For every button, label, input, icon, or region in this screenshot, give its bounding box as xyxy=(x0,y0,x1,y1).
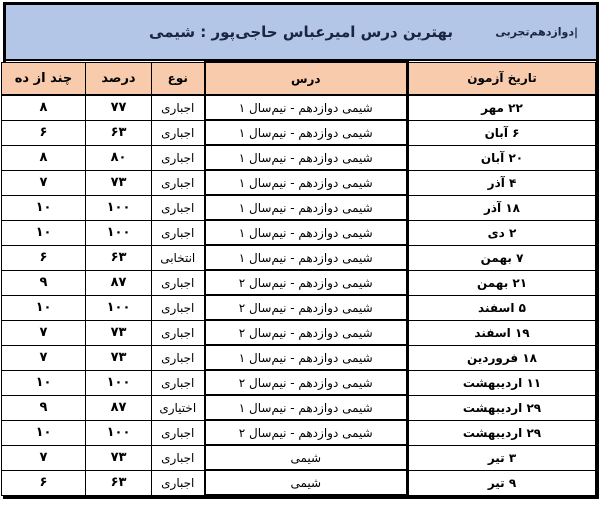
exams-table xyxy=(1,61,596,496)
exam-date-cell[interactable]: ۷ بهمن xyxy=(408,245,596,270)
type-cell[interactable]: اجباری xyxy=(152,195,205,220)
lesson-cell[interactable]: شیمی دوازدهم - نیم‌سال ۱ xyxy=(205,220,408,245)
exam-date-cell[interactable]: ۲۱ بهمن xyxy=(408,270,596,295)
exam-date-cell[interactable]: ۲ دی xyxy=(408,220,596,245)
score-cell[interactable]: ۶ xyxy=(2,245,86,270)
table-row xyxy=(2,170,596,195)
score-cell[interactable]: ۷ xyxy=(2,320,86,345)
lesson-cell[interactable]: شیمی دوازدهم - نیم‌سال ۱ xyxy=(205,95,408,120)
percent-cell[interactable]: ۸۰ xyxy=(86,145,152,170)
lesson-cell[interactable]: شیمی دوازدهم - نیم‌سال ۱ xyxy=(205,145,408,170)
type-cell[interactable]: اجباری xyxy=(152,120,205,145)
percent-cell[interactable]: ۷۳ xyxy=(86,345,152,370)
score-cell[interactable]: ۸ xyxy=(2,95,86,120)
column-header-type[interactable]: نوع xyxy=(152,62,205,95)
exam-date-cell[interactable]: ۵ اسفند xyxy=(408,295,596,320)
type-cell[interactable]: اجباری xyxy=(152,420,205,445)
lesson-cell[interactable]: شیمی دوازدهم - نیم‌سال ۱ xyxy=(205,245,408,270)
exam-date-cell[interactable]: ۲۹ اردیبهشت xyxy=(408,395,596,420)
score-cell[interactable]: ۸ xyxy=(2,145,86,170)
table-row xyxy=(2,345,596,370)
score-cell[interactable]: ۹ xyxy=(2,270,86,295)
grade-label-cell[interactable]: |دوازدهم‌تجربی xyxy=(495,25,578,39)
lesson-cell[interactable]: شیمی دوازدهم - نیم‌سال ۲ xyxy=(205,295,408,320)
lesson-cell[interactable]: شیمی دوازدهم - نیم‌سال ۱ xyxy=(205,195,408,220)
table-row xyxy=(2,420,596,445)
title-bar xyxy=(6,5,596,61)
header-row xyxy=(2,62,596,95)
percent-cell[interactable]: ۱۰۰ xyxy=(86,195,152,220)
table-row xyxy=(2,195,596,220)
exam-date-cell[interactable]: ۴ آذر xyxy=(408,170,596,195)
percent-cell[interactable]: ۱۰۰ xyxy=(86,370,152,395)
table-row xyxy=(2,145,596,170)
score-cell[interactable]: ۹ xyxy=(2,395,86,420)
score-cell[interactable]: ۶ xyxy=(2,120,86,145)
percent-cell[interactable]: ۶۳ xyxy=(86,245,152,270)
percent-cell[interactable]: ۶۳ xyxy=(86,470,152,495)
lesson-cell[interactable]: شیمی دوازدهم - نیم‌سال ۲ xyxy=(205,320,408,345)
exam-date-cell[interactable]: ۱۹ اسفند xyxy=(408,320,596,345)
percent-cell[interactable]: ۱۰۰ xyxy=(86,295,152,320)
report-sheet xyxy=(3,2,599,499)
percent-cell[interactable]: ۸۷ xyxy=(86,395,152,420)
table-row xyxy=(2,320,596,345)
table-row xyxy=(2,245,596,270)
type-cell[interactable]: اجباری xyxy=(152,470,205,495)
score-cell[interactable]: ۱۰ xyxy=(2,370,86,395)
table-row xyxy=(2,95,596,120)
exam-date-cell[interactable]: ۱۱ اردیبهشت xyxy=(408,370,596,395)
score-cell[interactable]: ۶ xyxy=(2,470,86,495)
lesson-cell[interactable]: شیمی xyxy=(205,445,408,470)
type-cell[interactable]: اجباری xyxy=(152,345,205,370)
score-cell[interactable]: ۷ xyxy=(2,345,86,370)
percent-cell[interactable]: ۷۳ xyxy=(86,170,152,195)
lesson-cell[interactable]: شیمی دوازدهم - نیم‌سال ۱ xyxy=(205,395,408,420)
table-row xyxy=(2,370,596,395)
exam-date-cell[interactable]: ۹ تیر xyxy=(408,470,596,495)
type-cell[interactable]: اختیاری xyxy=(152,395,205,420)
score-cell[interactable]: ۱۰ xyxy=(2,195,86,220)
score-cell[interactable]: ۱۰ xyxy=(2,220,86,245)
column-header-exam-date[interactable]: تاریخ آزمون xyxy=(408,62,596,95)
type-cell[interactable]: انتخابی xyxy=(152,245,205,270)
percent-cell[interactable]: ۱۰۰ xyxy=(86,220,152,245)
type-cell[interactable]: اجباری xyxy=(152,370,205,395)
exam-date-cell[interactable]: ۲۰ آبان xyxy=(408,145,596,170)
percent-cell[interactable]: ۱۰۰ xyxy=(86,420,152,445)
exam-date-cell[interactable]: ۶ آبان xyxy=(408,120,596,145)
exam-date-cell[interactable]: ۱۸ آذر xyxy=(408,195,596,220)
lesson-cell[interactable]: شیمی دوازدهم - نیم‌سال ۱ xyxy=(205,345,408,370)
lesson-cell[interactable]: شیمی xyxy=(205,470,408,495)
table-row xyxy=(2,470,596,495)
lesson-cell[interactable]: شیمی دوازدهم - نیم‌سال ۱ xyxy=(205,120,408,145)
lesson-cell[interactable]: شیمی دوازدهم - نیم‌سال ۲ xyxy=(205,370,408,395)
score-cell[interactable]: ۱۰ xyxy=(2,295,86,320)
exam-date-cell[interactable]: ۳ تیر xyxy=(408,445,596,470)
exam-date-cell[interactable]: ۲۲ مهر xyxy=(408,95,596,120)
type-cell[interactable]: اجباری xyxy=(152,170,205,195)
table-row xyxy=(2,270,596,295)
type-cell[interactable]: اجباری xyxy=(152,220,205,245)
table-row xyxy=(2,120,596,145)
exam-date-cell[interactable]: ۲۹ اردیبهشت xyxy=(408,420,596,445)
page-title: بهترین درس امیرعباس حاجی‌پور : شیمی xyxy=(148,23,454,41)
column-header-lesson[interactable]: درس xyxy=(205,62,408,95)
type-cell[interactable]: اجباری xyxy=(152,95,205,120)
table-row xyxy=(2,220,596,245)
column-header-percent[interactable]: درصد xyxy=(86,62,152,95)
type-cell[interactable]: اجباری xyxy=(152,320,205,345)
percent-cell[interactable]: ۷۷ xyxy=(86,95,152,120)
percent-cell[interactable]: ۷۳ xyxy=(86,320,152,345)
lesson-cell[interactable]: شیمی دوازدهم - نیم‌سال ۲ xyxy=(205,420,408,445)
score-cell[interactable]: ۷ xyxy=(2,170,86,195)
percent-cell[interactable]: ۶۳ xyxy=(86,120,152,145)
type-cell[interactable]: اجباری xyxy=(152,295,205,320)
exam-date-cell[interactable]: ۱۸ فروردین xyxy=(408,345,596,370)
type-cell[interactable]: اجباری xyxy=(152,445,205,470)
table-row xyxy=(2,445,596,470)
percent-cell[interactable]: ۷۳ xyxy=(86,445,152,470)
type-cell[interactable]: اجباری xyxy=(152,145,205,170)
table-row xyxy=(2,295,596,320)
column-header-score-of-ten[interactable]: چند از ده xyxy=(2,62,86,95)
type-cell[interactable]: اجباری xyxy=(152,270,205,295)
lesson-cell[interactable]: شیمی دوازدهم - نیم‌سال ۲ xyxy=(205,270,408,295)
table-body xyxy=(2,95,596,495)
score-cell[interactable]: ۷ xyxy=(2,445,86,470)
score-cell[interactable]: ۱۰ xyxy=(2,420,86,445)
percent-cell[interactable]: ۸۷ xyxy=(86,270,152,295)
table-row xyxy=(2,395,596,420)
lesson-cell[interactable]: شیمی دوازدهم - نیم‌سال ۱ xyxy=(205,170,408,195)
